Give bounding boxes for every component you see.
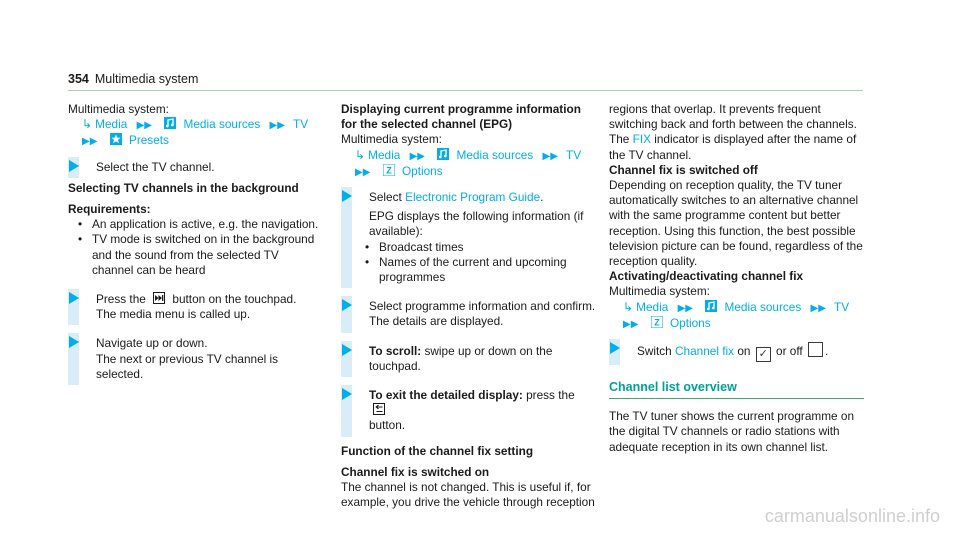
subheading-fix-on: Channel fix is switched on — [341, 464, 490, 479]
menu-path — [68, 117, 323, 133]
path-media: Media — [368, 147, 401, 162]
path-media: Media — [95, 117, 128, 132]
path-arrow-icon: ▶▶ — [82, 136, 98, 148]
path-arrow-icon: ▶▶ — [136, 120, 152, 132]
gear-icon — [651, 316, 663, 328]
subheading-channel-fix: Function of the channel fix setting — [341, 443, 534, 458]
instruction-step: To scroll: swipe up or down on the touchpad. — [341, 344, 596, 374]
music-note-icon — [164, 117, 176, 129]
menu-path — [341, 148, 596, 164]
menu-path-label: Multimedia system: — [341, 132, 442, 147]
epg-info-item: • Broadcast times — [355, 240, 596, 255]
path-media: Media — [636, 299, 669, 314]
menu-path-label: Multimedia system: — [68, 102, 169, 116]
menu-path-line2 — [68, 133, 323, 149]
subheading-fix-off: Channel fix is switched off — [609, 162, 758, 177]
instruction-step: Select the TV channel. — [68, 160, 323, 175]
page-number: 354 — [68, 72, 89, 86]
menu-path — [609, 300, 864, 316]
return-arrow-icon: ↳ — [82, 117, 92, 132]
return-arrow-icon: ↳ — [623, 299, 633, 314]
subheading-background-tv: Selecting TV channels in the background — [68, 180, 299, 195]
instruction-step: Select Electronic Program Guide. EPG displays the following information (if available): • Broadcast times • Names of the current and upcoming programmes — [341, 190, 596, 285]
instruction-step: Select programme information and confirm. The details are displayed. — [341, 299, 596, 329]
star-icon — [110, 133, 122, 145]
checkbox-checked-icon: ✓ — [756, 347, 771, 362]
instruction-step: To exit the detailed display: press the button. — [341, 388, 596, 434]
page-header-title: Multimedia system — [94, 72, 199, 86]
fix-indicator: FIX — [632, 132, 651, 147]
menu-path-label: Multimedia system: — [609, 284, 710, 299]
path-options: Options — [401, 163, 443, 178]
checkbox-empty-icon — [808, 342, 823, 357]
header-divider — [68, 90, 863, 91]
requirement-item: • An application is active, e.g. the navigation. — [68, 217, 323, 232]
path-options: Options — [669, 315, 711, 330]
column-2 — [341, 102, 596, 510]
skip-forward-icon — [153, 292, 165, 304]
path-media-sources: Media sources — [456, 147, 534, 162]
path-arrow-icon: ▶▶ — [810, 302, 826, 314]
back-icon — [373, 403, 385, 415]
page-header — [68, 72, 198, 86]
paragraph-channel-list: The TV tuner shows the current programme on the digital TV channels or radio stations with adequate reception in its own channel list. — [609, 409, 855, 454]
path-arrow-icon: ▶▶ — [355, 166, 371, 178]
column-1 — [68, 102, 323, 382]
channel-fix-option: Channel fix — [675, 344, 735, 359]
instruction-step: Navigate up or down. The next or previous TV channel is selected. — [68, 336, 323, 382]
subheading-activate-fix: Activating/deactivating channel fix — [609, 269, 804, 284]
instruction-step: Press the button on the touchpad. The media menu is called up. — [68, 292, 323, 322]
return-arrow-icon: ↳ — [355, 147, 365, 162]
svg-text:Z: Z — [653, 317, 660, 328]
path-media-sources: Media sources — [724, 299, 802, 314]
path-tv: TV — [566, 147, 582, 162]
paragraph-fix-on-cont: regions that overlap. It prevents frequent switching back and forth between the channels. — [609, 102, 857, 132]
gear-icon — [383, 164, 395, 176]
path-arrow-icon: ▶▶ — [409, 150, 425, 162]
watermark: carmanualsonline.info — [764, 506, 940, 526]
path-media-sources: Media sources — [183, 117, 261, 132]
section-title-channel-list: Channel list overview — [609, 380, 737, 395]
path-tv: TV — [293, 117, 309, 132]
epg-info-item: • Names of the current and upcoming programmes — [355, 255, 596, 285]
menu-path-line2 — [609, 316, 864, 332]
path-arrow-icon: ▶▶ — [542, 150, 558, 162]
music-note-icon — [437, 148, 449, 160]
music-note-icon — [705, 300, 717, 312]
menu-path-line2 — [341, 164, 596, 180]
requirements-label: Requirements: — [68, 202, 151, 217]
path-arrow-icon: ▶▶ — [269, 120, 285, 132]
requirement-item: • TV mode is switched on in the background and the sound from the selected TV channel can be heard — [68, 232, 323, 278]
path-arrow-icon: ▶▶ — [623, 318, 639, 330]
path-arrow-icon: ▶▶ — [677, 302, 693, 314]
instruction-step: Switch Channel fix on ✓ or off . — [609, 342, 864, 362]
column-3 — [609, 102, 864, 455]
path-tv: TV — [834, 299, 850, 314]
paragraph-fix-on: The channel is not changed. This is useful if, for example, you drive the vehicle through reception — [341, 480, 595, 510]
epg-menu-item: Electronic Program Guide — [405, 190, 541, 205]
paragraph-fix-indicator: The FIX indicator is displayed after the name of the TV channel. — [609, 132, 857, 162]
subheading-epg: Displaying current programme information for the selected channel (EPG) — [341, 102, 581, 132]
svg-text:Z: Z — [385, 165, 392, 176]
paragraph-fix-off: Depending on reception quality, the TV tuner automatically switches to an alternative channel with the same programme content but better reception. Using this function, the best possible television picture can be found, regardless of the reception quality. — [609, 178, 863, 269]
path-presets: Presets — [128, 133, 169, 148]
